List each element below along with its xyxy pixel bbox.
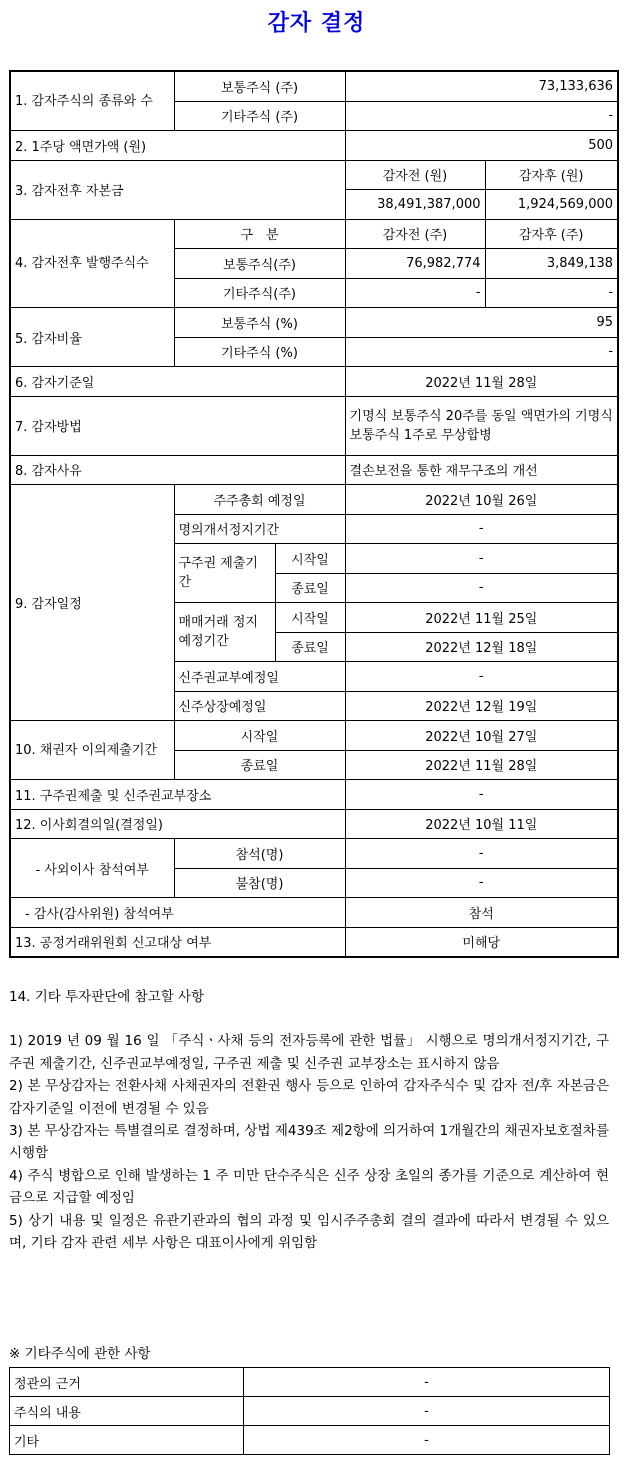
cell-value: -	[485, 278, 618, 308]
cell-value: 1,924,569,000	[485, 190, 618, 220]
cell-label: 보통주식 (주)	[174, 71, 345, 101]
table-row	[10, 839, 618, 869]
cell-label: 종료일	[275, 632, 345, 662]
other-stock-heading: ※ 기타주식에 관한 사항	[9, 1346, 151, 1362]
cell-label: 참석(명)	[174, 839, 345, 869]
cell-value: 95	[345, 308, 618, 338]
cell-label: 매매거래 정지예정기간	[174, 603, 275, 662]
cell-value: -	[345, 514, 618, 544]
cell-label: 명의개서정지기간	[174, 514, 345, 544]
row-label: 2. 1주당 액면가액 (원)	[10, 131, 345, 161]
page-title: 감자 결정	[267, 11, 366, 36]
table-row	[10, 219, 618, 249]
row-label: - 사외이사 참석여부	[10, 839, 174, 898]
cell-value: -	[345, 101, 618, 131]
column-header: 감자전 (원)	[345, 160, 485, 190]
table-row	[10, 1397, 610, 1426]
cell-value: 38,491,387,000	[345, 190, 485, 220]
table-row	[10, 1426, 610, 1455]
cell-value: -	[345, 278, 485, 308]
cell-value: 2022년 11월 25일	[345, 603, 618, 633]
table-row	[10, 927, 618, 957]
cell-value: 73,133,636	[345, 71, 618, 101]
table-row	[10, 160, 618, 190]
row-label: 4. 감자전후 발행주식수	[10, 219, 174, 308]
cell-label: 불참(명)	[174, 868, 345, 898]
cell-label: 보통주식 (%)	[174, 308, 345, 338]
notes-heading: 14. 기타 투자판단에 참고할 사항	[9, 989, 205, 1005]
row-label: 7. 감자방법	[10, 396, 345, 455]
notes-section	[9, 986, 609, 1254]
cell-label: 보통주식(주)	[174, 249, 345, 279]
table-row	[10, 485, 618, 515]
cell-value: -	[345, 544, 618, 574]
capital-reduction-table	[9, 70, 619, 958]
row-label: 11. 구주권제출 및 신주권교부장소	[10, 780, 345, 810]
cell-value: 2022년 10월 26일	[345, 485, 618, 515]
cell-value: 2022년 12월 19일	[345, 691, 618, 721]
cell-value: 2022년 12월 18일	[345, 632, 618, 662]
cell-value: -	[244, 1397, 610, 1426]
column-header: 감자후 (주)	[485, 219, 618, 249]
table-row	[10, 308, 618, 338]
row-label: 10. 채권자 이의제출기간	[10, 721, 174, 780]
cell-label: 종료일	[174, 750, 345, 780]
row-label: 3. 감자전후 자본금	[10, 160, 345, 219]
cell-value: 미해당	[345, 927, 618, 957]
cell-value: 2022년 10월 11일	[345, 809, 618, 839]
cell-label: 기타	[10, 1426, 244, 1455]
cell-label: 시작일	[275, 603, 345, 633]
cell-value: 결손보전을 통한 재무구조의 개선	[345, 455, 618, 485]
cell-value: 기명식 보통주식 20주를 동일 액면가의 기명식 보통주식 1주로 무상합병	[345, 396, 618, 455]
table-row	[10, 131, 618, 161]
row-label: 12. 이사회결의일(결정일)	[10, 809, 345, 839]
cell-value: 76,982,774	[345, 249, 485, 279]
table-row	[10, 455, 618, 485]
table-row	[10, 367, 618, 397]
cell-value: 3,849,138	[485, 249, 618, 279]
cell-value: -	[244, 1368, 610, 1397]
cell-label: 종료일	[275, 573, 345, 603]
table-row	[10, 71, 618, 101]
note-item: 3) 본 무상감자는 특별결의로 결정하며, 상법 제439조 제2항에 의거하여 1개월간의 채권자보호절차를 시행함	[9, 1123, 609, 1162]
cell-label: 구주권 제출기간	[174, 544, 275, 603]
table-row	[10, 780, 618, 810]
table-row	[10, 396, 618, 455]
cell-label: 기타주식(주)	[174, 278, 345, 308]
cell-value: 2022년 11월 28일	[345, 750, 618, 780]
note-item: 2) 본 무상감자는 전환사채 사채권자의 전환권 행사 등으로 인하여 감자주식수 및 감자 전/후 자본금은 감자기준일 이전에 변경될 수 있음	[9, 1078, 609, 1117]
column-header: 구 분	[174, 219, 345, 249]
note-item: 1) 2019 년 09 월 16 일 「주식ㆍ사채 등의 전자등록에 관한 법률」 시행으로 명의개서정지기간, 구주권 제출기간, 신주권교부예정일, 구주권 제출 및 신주권 교부장소는 표시하지 않음	[9, 1033, 609, 1072]
cell-value: -	[244, 1426, 610, 1455]
row-label: 5. 감자비율	[10, 308, 174, 367]
column-header: 감자후 (원)	[485, 160, 618, 190]
column-header: 감자전 (주)	[345, 219, 485, 249]
cell-label: 주식의 내용	[10, 1397, 244, 1426]
cell-value: -	[345, 573, 618, 603]
cell-label: 신주권교부예정일	[174, 662, 345, 692]
row-label: 1. 감자주식의 종류와 수	[10, 71, 174, 131]
cell-label: 시작일	[275, 544, 345, 574]
note-item: 5) 상기 내용 및 일정은 유관기관과의 협의 과정 및 임시주주총회 결의 결과에 따라서 변경될 수 있으며, 기타 감자 관련 세부 사항은 대표이사에게 위임함	[9, 1212, 609, 1252]
row-label: 9. 감자일정	[10, 485, 174, 721]
cell-label: 정관의 근거	[10, 1368, 244, 1397]
cell-value: 2022년 10월 27일	[345, 721, 618, 751]
cell-value: -	[345, 337, 618, 367]
cell-value: 2022년 11월 28일	[345, 367, 618, 397]
cell-label: 기타주식 (주)	[174, 101, 345, 131]
cell-value: -	[345, 780, 618, 810]
cell-value: 500	[345, 131, 618, 161]
cell-value: 참석	[345, 898, 618, 928]
cell-label: 시작일	[174, 721, 345, 751]
row-label: 6. 감자기준일	[10, 367, 345, 397]
table-row	[10, 898, 618, 928]
row-label: 8. 감자사유	[10, 455, 345, 485]
table-row	[10, 809, 618, 839]
cell-label: 주주총회 예정일	[174, 485, 345, 515]
table-row	[10, 1368, 610, 1397]
cell-value: -	[345, 662, 618, 692]
note-item: 4) 주식 병합으로 인해 발생하는 1 주 미만 단수주식은 신주 상장 초일의 종가를 기준으로 계산하여 현금으로 지급할 예정임	[9, 1167, 609, 1207]
cell-label: 신주상장예정일	[174, 691, 345, 721]
row-label: 13. 공정거래위원회 신고대상 여부	[10, 927, 345, 957]
cell-value: -	[345, 839, 618, 869]
cell-value: -	[345, 868, 618, 898]
other-stock-table	[9, 1367, 610, 1455]
table-row	[10, 721, 618, 751]
row-label: - 감사(감사위원) 참석여부	[10, 898, 345, 928]
cell-label: 기타주식 (%)	[174, 337, 345, 367]
